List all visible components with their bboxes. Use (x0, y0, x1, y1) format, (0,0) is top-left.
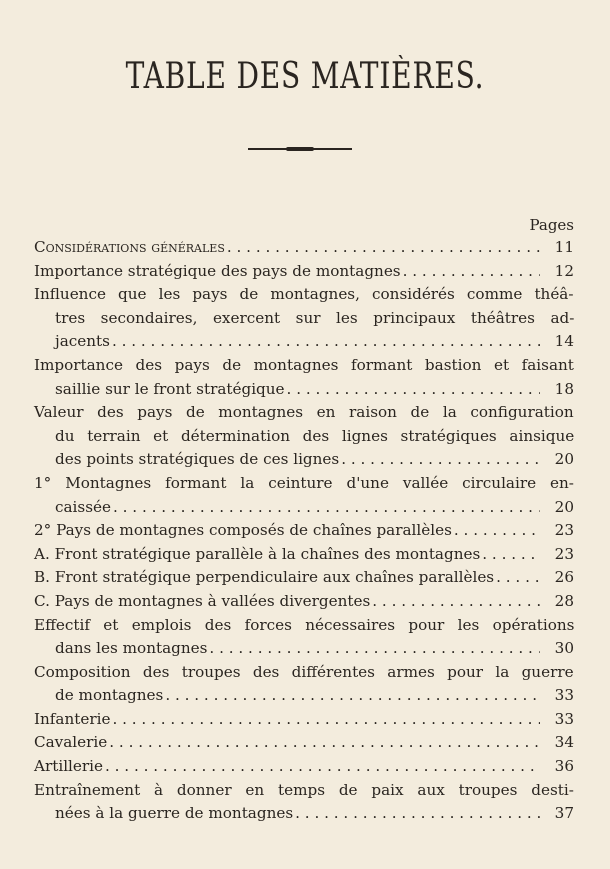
toc-entry (34, 661, 574, 708)
toc-page-number: 33 (554, 686, 574, 705)
title-divider (248, 148, 352, 150)
toc-entry-text: C. Pays de montagnes à vallées divergentes (34, 591, 371, 610)
dot-leader (165, 684, 540, 708)
toc-entry-text: Importance des pays de montagnes formant bastion et faisant (34, 355, 574, 374)
toc-entry-text: des points stratégiques de ces lignes (55, 450, 340, 469)
toc-entry-line (34, 401, 574, 425)
toc-entry-line (34, 519, 574, 543)
toc-entry-text: dans les montagnes (55, 639, 208, 658)
toc-entry (34, 283, 574, 354)
toc-entry-text: nées à la guerre de montagnes (55, 804, 294, 823)
toc-entry-line (34, 496, 574, 520)
dot-leader (227, 236, 540, 260)
dot-leader (105, 755, 540, 779)
toc-entry (34, 236, 574, 260)
toc-entry-text: du terrain et détermination des lignes stratégiques ainsique (55, 426, 575, 445)
toc-entry-line (34, 590, 574, 614)
toc-entry-text: 1° Montagnes formant la ceinture d'une vallée circulaire en- (34, 473, 574, 492)
toc-entry-text: Influence que les pays de montagnes, considérés comme théâ- (34, 285, 574, 304)
toc-entry-text: A. Front stratégique parallèle à la chaînes des montagnes (34, 544, 481, 563)
toc-page-number: 36 (554, 757, 574, 776)
toc-page-number: 28 (554, 591, 574, 610)
dot-leader (209, 637, 540, 661)
toc-page-number: 20 (554, 450, 574, 469)
toc-entry-text: de montagnes (55, 686, 164, 705)
dot-leader (112, 708, 540, 732)
toc-entry (34, 519, 574, 543)
toc-entry (34, 354, 574, 401)
toc-entry-line (34, 236, 574, 260)
toc-entry-text: saillie sur le front stratégique (55, 379, 285, 398)
toc-entry-text: Effectif et emplois des forces nécessaires pour les opérations (34, 615, 575, 634)
dot-leader (109, 731, 540, 755)
toc-entry (34, 401, 574, 472)
toc-entry-text: Entraînement à donner en temps de paix aux troupes desti- (34, 780, 574, 799)
toc-entry (34, 779, 574, 826)
dot-leader (482, 543, 540, 567)
table-of-contents (34, 236, 574, 826)
pages-column-label: Pages (529, 216, 574, 234)
toc-entry (34, 566, 574, 590)
toc-entry-text: jacents (55, 332, 110, 351)
toc-entry-text: 2° Pays de montagnes composés de chaînes parallèles (34, 521, 452, 540)
toc-entry-line (34, 755, 574, 779)
toc-entry-text: Considérations générales (34, 238, 225, 256)
toc-entry (34, 590, 574, 614)
toc-entry-line (34, 472, 574, 496)
dot-leader (295, 802, 540, 826)
dot-leader (287, 378, 540, 402)
toc-page-number: 12 (554, 261, 574, 280)
toc-entry-text: Artillerie (34, 757, 103, 776)
toc-entry (34, 614, 574, 661)
dot-leader (496, 566, 540, 590)
toc-entry-line (34, 448, 574, 472)
toc-page-number: 23 (554, 521, 574, 540)
toc-entry-text: tres secondaires, exercent sur les principaux théâtres ad- (55, 308, 575, 327)
toc-entry-line (34, 378, 574, 402)
dot-leader (113, 496, 540, 520)
toc-page-number: 30 (554, 639, 574, 658)
toc-entry-line (34, 731, 574, 755)
dot-leader (454, 519, 540, 543)
toc-entry-line (34, 330, 574, 354)
toc-entry (34, 755, 574, 779)
toc-entry (34, 731, 574, 755)
toc-entry-line (34, 708, 574, 732)
toc-page-number: 23 (554, 544, 574, 563)
dot-leader (341, 448, 540, 472)
toc-entry-line (34, 661, 574, 685)
toc-entry-text: Cavalerie (34, 733, 108, 752)
toc-entry-line (34, 354, 574, 378)
toc-page-number: 18 (554, 379, 574, 398)
toc-entry-text: B. Front stratégique perpendiculaire aux chaînes parallèles (34, 568, 495, 587)
toc-entry-line (34, 307, 574, 331)
toc-page-number: 33 (554, 709, 574, 728)
toc-entry-line (34, 283, 574, 307)
toc-entry (34, 260, 574, 284)
toc-entry-text: Composition des troupes des différentes armes pour la guerre (34, 662, 574, 681)
toc-entry-line (34, 566, 574, 590)
dot-leader (372, 590, 540, 614)
toc-entry-line (34, 684, 574, 708)
toc-entry-line (34, 637, 574, 661)
toc-entry-text: Importance stratégique des pays de montagnes (34, 261, 401, 280)
toc-page-number: 14 (554, 332, 574, 351)
toc-page-number: 20 (554, 497, 574, 516)
page-title: TABLE DES MATIÈRES. (125, 56, 485, 97)
toc-entry-line (34, 260, 574, 284)
toc-entry (34, 708, 574, 732)
toc-entry-line (34, 425, 574, 449)
toc-entry-line (34, 614, 574, 638)
toc-page-number: 26 (554, 568, 574, 587)
dot-leader (112, 330, 540, 354)
toc-page-number: 11 (554, 238, 574, 256)
toc-entry-text: Valeur des pays de montagnes en raison de la configuration (34, 403, 574, 422)
toc-page-number: 37 (554, 804, 574, 823)
dot-leader (403, 260, 540, 284)
toc-page-number: 34 (554, 733, 574, 752)
toc-entry (34, 472, 574, 519)
toc-entry-text: Infanterie (34, 709, 111, 728)
toc-entry-text: caissée (55, 497, 111, 516)
toc-entry (34, 543, 574, 567)
toc-entry-line (34, 802, 574, 826)
toc-entry-line (34, 779, 574, 803)
toc-entry-line (34, 543, 574, 567)
